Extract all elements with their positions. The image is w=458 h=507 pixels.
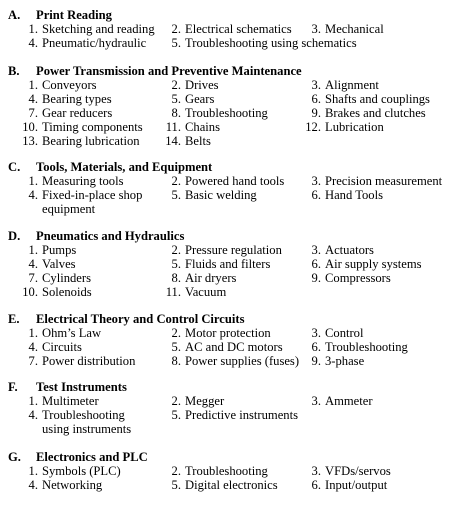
item-number: 9. (311, 354, 321, 368)
section-title: Print Reading (36, 8, 112, 22)
section-letter: F. (8, 380, 18, 394)
item-text: Troubleshooting (325, 340, 408, 354)
item-text: Measuring tools (42, 174, 124, 188)
item-text: Bearing types (42, 92, 112, 106)
item-number: 6. (311, 92, 321, 106)
item-text: Circuits (42, 340, 82, 354)
item-number: 6. (311, 478, 321, 492)
item-text: Sketching and reading (42, 22, 155, 36)
item-text: Air dryers (185, 271, 237, 285)
item-number: 2. (171, 326, 181, 340)
item-number: 9. (311, 106, 321, 120)
item-number: 6. (311, 188, 321, 202)
item-number: 10. (22, 120, 38, 134)
item-text: Cylinders (42, 271, 91, 285)
item-text: Digital electronics (185, 478, 278, 492)
item-number: 4. (28, 408, 38, 422)
section-title: Tools, Materials, and Equipment (36, 160, 213, 174)
item-text: Pneumatic/hydraulic (42, 36, 147, 50)
item-text: Motor protection (185, 326, 271, 340)
item-number: 1. (28, 78, 38, 92)
item-text: Powered hand tools (185, 174, 285, 188)
item-number: 1. (28, 243, 38, 257)
item-number: 2. (171, 394, 181, 408)
section-letter: E. (8, 312, 20, 326)
item-text: Predictive instruments (185, 408, 298, 422)
item-text: Alignment (325, 78, 379, 92)
item-text: Compressors (325, 271, 391, 285)
item-text: Megger (185, 394, 225, 408)
item-text: Power distribution (42, 354, 136, 368)
item-number: 4. (28, 478, 38, 492)
item-text: Timing components (42, 120, 143, 134)
item-text: Bearing lubrication (42, 134, 140, 148)
item-number: 5. (171, 408, 181, 422)
item-number: 3. (311, 243, 321, 257)
item-number: 6. (311, 257, 321, 271)
item-text: Belts (185, 134, 211, 148)
item-number: 3. (311, 78, 321, 92)
item-text: Actuators (325, 243, 374, 257)
item-text: Solenoids (42, 285, 92, 299)
item-text: Symbols (PLC) (42, 464, 121, 478)
item-number: 9. (311, 271, 321, 285)
item-text: Lubrication (325, 120, 384, 134)
item-text: Shafts and couplings (325, 92, 430, 106)
item-text: Input/output (325, 478, 388, 492)
section-title: Power Transmission and Preventive Maintenance (36, 64, 302, 78)
item-text: Gear reducers (42, 106, 113, 120)
item-number: 11. (165, 285, 181, 299)
item-number: 5. (171, 257, 181, 271)
item-number: 6. (311, 340, 321, 354)
item-text: Troubleshooting (185, 464, 268, 478)
section-title: Test Instruments (36, 380, 127, 394)
item-number: 5. (171, 340, 181, 354)
item-text: Air supply systems (325, 257, 422, 271)
section-letter: D. (8, 229, 21, 243)
item-number: 3. (311, 464, 321, 478)
item-number: 1. (28, 326, 38, 340)
item-text: Drives (185, 78, 219, 92)
item-number: 8. (171, 106, 181, 120)
item-text: Troubleshooting using schematics (185, 36, 357, 50)
item-number: 5. (171, 188, 181, 202)
item-text: Troubleshooting (185, 106, 268, 120)
item-number: 1. (28, 464, 38, 478)
item-text: Troubleshooting using instruments (42, 408, 132, 436)
item-number: 4. (28, 188, 38, 202)
item-text: Multimeter (42, 394, 99, 408)
item-text: Power supplies (fuses) (185, 354, 300, 368)
item-text: Vacuum (185, 285, 227, 299)
item-number: 5. (171, 36, 181, 50)
item-number: 1. (28, 174, 38, 188)
item-number: 8. (171, 354, 181, 368)
item-number: 3. (311, 326, 321, 340)
section-title: Electrical Theory and Control Circuits (36, 312, 245, 326)
item-number: 8. (171, 271, 181, 285)
item-number: 1. (28, 22, 38, 36)
item-number: 7. (28, 354, 38, 368)
item-number: 7. (28, 271, 38, 285)
item-text: Basic welding (185, 188, 257, 202)
item-text: Networking (42, 478, 103, 492)
item-text: Pressure regulation (185, 243, 282, 257)
item-number: 4. (28, 36, 38, 50)
section-letter: A. (8, 8, 21, 22)
item-text: Ammeter (325, 394, 373, 408)
item-number: 4. (28, 92, 38, 106)
item-text: Electrical schematics (185, 22, 292, 36)
item-number: 14. (165, 134, 181, 148)
item-text: Gears (185, 92, 215, 106)
item-number: 3. (311, 22, 321, 36)
item-text: Fixed-in-place shop equipment (42, 188, 143, 216)
item-text: Chains (185, 120, 220, 134)
item-text: AC and DC motors (185, 340, 283, 354)
item-text: VFDs/servos (325, 464, 391, 478)
item-number: 11. (165, 120, 181, 134)
section-title: Pneumatics and Hydraulics (36, 229, 185, 243)
item-text: Precision measurement (325, 174, 443, 188)
item-number: 5. (171, 478, 181, 492)
item-text: Hand Tools (325, 188, 384, 202)
item-text: Valves (42, 257, 76, 271)
item-number: 13. (22, 134, 38, 148)
item-number: 2. (171, 464, 181, 478)
item-number: 2. (171, 243, 181, 257)
item-text: Ohm’s Law (42, 326, 102, 340)
item-text: Control (325, 326, 364, 340)
item-text: Pumps (42, 243, 77, 257)
item-text: Fluids and filters (185, 257, 271, 271)
item-number: 5. (171, 92, 181, 106)
item-text: Brakes and clutches (325, 106, 426, 120)
section-title: Electronics and PLC (36, 450, 148, 464)
item-number: 2. (171, 78, 181, 92)
item-number: 7. (28, 106, 38, 120)
item-number: 12. (305, 120, 321, 134)
item-number: 2. (171, 22, 181, 36)
item-number: 2. (171, 174, 181, 188)
item-text: 3-phase (325, 354, 365, 368)
item-text: Mechanical (325, 22, 384, 36)
item-text: Conveyors (42, 78, 97, 92)
section-letter: G. (8, 450, 21, 464)
item-number: 1. (28, 394, 38, 408)
item-number: 10. (22, 285, 38, 299)
item-number: 4. (28, 257, 38, 271)
section-letter: C. (8, 160, 21, 174)
item-number: 3. (311, 394, 321, 408)
item-number: 3. (311, 174, 321, 188)
item-number: 4. (28, 340, 38, 354)
section-letter: B. (8, 64, 20, 78)
